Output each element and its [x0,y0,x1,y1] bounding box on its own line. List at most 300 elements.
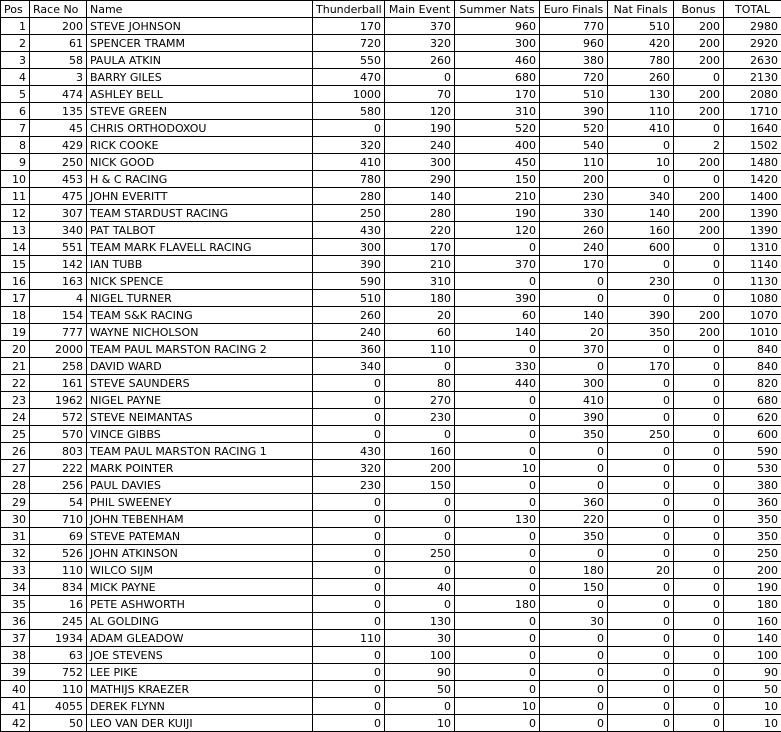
cell-summer-nats: 0 [455,494,540,511]
cell-summer-nats: 170 [455,86,540,103]
cell-main-event: 130 [385,613,455,630]
cell-total: 840 [724,341,781,358]
cell-bonus: 0 [674,545,724,562]
cell-thunderball: 0 [313,596,385,613]
cell-thunderball: 780 [313,171,385,188]
table-row [1,494,781,511]
cell-thunderball: 0 [313,494,385,511]
cell-main-event: 310 [385,273,455,290]
cell-thunderball: 430 [313,443,385,460]
cell-race-no: 54 [30,494,87,511]
cell-name: TEAM S&K RACING [87,307,313,324]
cell-euro-finals: 0 [540,443,608,460]
cell-thunderball: 590 [313,273,385,290]
cell-euro-finals: 770 [540,18,608,35]
cell-thunderball: 0 [313,120,385,137]
cell-main-event: 0 [385,698,455,715]
cell-race-no: 222 [30,460,87,477]
cell-summer-nats: 130 [455,511,540,528]
cell-nat-finals: 410 [608,120,674,137]
cell-summer-nats: 330 [455,358,540,375]
cell-name: STEVE GREEN [87,103,313,120]
cell-bonus: 0 [674,256,724,273]
cell-main-event: 90 [385,664,455,681]
table-row [1,188,781,205]
cell-name: WILCO SIJM [87,562,313,579]
cell-bonus: 200 [674,154,724,171]
cell-total: 600 [724,426,781,443]
cell-summer-nats: 180 [455,596,540,613]
cell-main-event: 140 [385,188,455,205]
cell-thunderball: 0 [313,511,385,528]
cell-nat-finals: 230 [608,273,674,290]
cell-euro-finals: 330 [540,205,608,222]
cell-thunderball: 470 [313,69,385,86]
cell-name: TEAM PAUL MARSTON RACING 1 [87,443,313,460]
cell-race-no: 710 [30,511,87,528]
cell-pos: 40 [1,681,30,698]
cell-pos: 19 [1,324,30,341]
cell-total: 1070 [724,307,781,324]
table-row [1,647,781,664]
cell-euro-finals: 720 [540,69,608,86]
column-header-nat-finals: Nat Finals [608,1,674,18]
cell-race-no: 4055 [30,698,87,715]
table-row [1,630,781,647]
cell-thunderball: 430 [313,222,385,239]
table-row [1,290,781,307]
cell-name: JOHN EVERITT [87,188,313,205]
cell-euro-finals: 150 [540,579,608,596]
cell-main-event: 50 [385,681,455,698]
cell-main-event: 190 [385,120,455,137]
cell-name: JOE STEVENS [87,647,313,664]
cell-race-no: 69 [30,528,87,545]
cell-thunderball: 300 [313,239,385,256]
cell-thunderball: 0 [313,681,385,698]
cell-nat-finals: 260 [608,69,674,86]
cell-race-no: 63 [30,647,87,664]
cell-nat-finals: 0 [608,681,674,698]
cell-main-event: 270 [385,392,455,409]
cell-total: 530 [724,460,781,477]
table-row [1,103,781,120]
cell-nat-finals: 0 [608,613,674,630]
cell-name: PAUL DAVIES [87,477,313,494]
cell-thunderball: 0 [313,375,385,392]
cell-pos: 14 [1,239,30,256]
cell-race-no: 200 [30,18,87,35]
cell-bonus: 0 [674,477,724,494]
cell-bonus: 0 [674,494,724,511]
cell-summer-nats: 0 [455,647,540,664]
cell-pos: 7 [1,120,30,137]
cell-pos: 26 [1,443,30,460]
cell-total: 10 [724,698,781,715]
cell-nat-finals: 0 [608,664,674,681]
cell-summer-nats: 150 [455,171,540,188]
cell-euro-finals: 30 [540,613,608,630]
cell-summer-nats: 0 [455,273,540,290]
cell-race-no: 752 [30,664,87,681]
cell-race-no: 110 [30,681,87,698]
cell-race-no: 526 [30,545,87,562]
cell-summer-nats: 60 [455,307,540,324]
cell-nat-finals: 0 [608,545,674,562]
cell-nat-finals: 250 [608,426,674,443]
cell-euro-finals: 230 [540,188,608,205]
table-row [1,562,781,579]
cell-thunderball: 0 [313,528,385,545]
cell-nat-finals: 160 [608,222,674,239]
cell-thunderball: 550 [313,52,385,69]
cell-pos: 17 [1,290,30,307]
table-row [1,511,781,528]
cell-name: ADAM GLEADOW [87,630,313,647]
cell-name: STEVE SAUNDERS [87,375,313,392]
cell-nat-finals: 0 [608,511,674,528]
cell-pos: 16 [1,273,30,290]
cell-summer-nats: 140 [455,324,540,341]
cell-pos: 11 [1,188,30,205]
table-row [1,256,781,273]
cell-total: 100 [724,647,781,664]
cell-summer-nats: 10 [455,460,540,477]
cell-main-event: 30 [385,630,455,647]
cell-main-event: 240 [385,137,455,154]
cell-thunderball: 390 [313,256,385,273]
cell-total: 50 [724,681,781,698]
cell-main-event: 0 [385,528,455,545]
cell-nat-finals: 0 [608,698,674,715]
cell-bonus: 200 [674,35,724,52]
cell-race-no: 475 [30,188,87,205]
table-row [1,528,781,545]
table-row [1,392,781,409]
cell-thunderball: 0 [313,715,385,732]
cell-main-event: 370 [385,18,455,35]
column-header-name: Name [87,1,313,18]
cell-summer-nats: 390 [455,290,540,307]
cell-euro-finals: 350 [540,528,608,545]
cell-summer-nats: 0 [455,409,540,426]
cell-thunderball: 410 [313,154,385,171]
cell-bonus: 0 [674,239,724,256]
cell-pos: 42 [1,715,30,732]
cell-total: 1310 [724,239,781,256]
cell-summer-nats: 440 [455,375,540,392]
cell-nat-finals: 780 [608,52,674,69]
cell-total: 620 [724,409,781,426]
cell-pos: 27 [1,460,30,477]
cell-race-no: 551 [30,239,87,256]
cell-main-event: 180 [385,290,455,307]
column-header-total: TOTAL [724,1,781,18]
cell-main-event: 200 [385,460,455,477]
cell-pos: 3 [1,52,30,69]
cell-race-no: 429 [30,137,87,154]
cell-bonus: 200 [674,307,724,324]
cell-pos: 13 [1,222,30,239]
cell-bonus: 200 [674,188,724,205]
cell-bonus: 0 [674,630,724,647]
cell-summer-nats: 960 [455,18,540,35]
cell-name: STEVE PATEMAN [87,528,313,545]
cell-main-event: 320 [385,35,455,52]
cell-main-event: 0 [385,562,455,579]
cell-name: TEAM MARK FLAVELL RACING [87,239,313,256]
cell-total: 250 [724,545,781,562]
cell-pos: 25 [1,426,30,443]
cell-race-no: 135 [30,103,87,120]
cell-euro-finals: 0 [540,681,608,698]
cell-main-event: 0 [385,494,455,511]
cell-summer-nats: 0 [455,664,540,681]
cell-race-no: 570 [30,426,87,443]
cell-race-no: 307 [30,205,87,222]
cell-thunderball: 0 [313,392,385,409]
cell-euro-finals: 200 [540,171,608,188]
cell-main-event: 0 [385,358,455,375]
cell-pos: 36 [1,613,30,630]
cell-race-no: 50 [30,715,87,732]
cell-euro-finals: 390 [540,409,608,426]
cell-name: ASHLEY BELL [87,86,313,103]
table-row [1,137,781,154]
cell-summer-nats: 0 [455,681,540,698]
cell-thunderball: 0 [313,613,385,630]
cell-total: 2920 [724,35,781,52]
cell-nat-finals: 0 [608,409,674,426]
cell-name: PAT TALBOT [87,222,313,239]
cell-nat-finals: 0 [608,494,674,511]
cell-euro-finals: 350 [540,426,608,443]
cell-thunderball: 0 [313,579,385,596]
cell-bonus: 0 [674,69,724,86]
cell-name: MICK PAYNE [87,579,313,596]
cell-nat-finals: 0 [608,715,674,732]
cell-summer-nats: 120 [455,222,540,239]
cell-euro-finals: 170 [540,256,608,273]
cell-summer-nats: 0 [455,579,540,596]
cell-total: 840 [724,358,781,375]
cell-race-no: 803 [30,443,87,460]
cell-bonus: 0 [674,443,724,460]
table-row [1,324,781,341]
cell-pos: 20 [1,341,30,358]
cell-pos: 10 [1,171,30,188]
cell-nat-finals: 0 [608,171,674,188]
cell-summer-nats: 0 [455,426,540,443]
cell-name: BARRY GILES [87,69,313,86]
cell-race-no: 16 [30,596,87,613]
cell-thunderball: 360 [313,341,385,358]
cell-nat-finals: 0 [608,630,674,647]
cell-euro-finals: 0 [540,358,608,375]
cell-euro-finals: 180 [540,562,608,579]
cell-thunderball: 0 [313,562,385,579]
cell-bonus: 200 [674,18,724,35]
cell-total: 1390 [724,222,781,239]
cell-nat-finals: 0 [608,375,674,392]
cell-thunderball: 0 [313,426,385,443]
table-row [1,341,781,358]
cell-name: NIGEL PAYNE [87,392,313,409]
cell-bonus: 0 [674,715,724,732]
cell-race-no: 834 [30,579,87,596]
cell-summer-nats: 310 [455,103,540,120]
cell-main-event: 0 [385,596,455,613]
cell-total: 1140 [724,256,781,273]
column-header-thunderball: Thunderball [313,1,385,18]
cell-race-no: 4 [30,290,87,307]
cell-summer-nats: 0 [455,239,540,256]
cell-pos: 21 [1,358,30,375]
cell-pos: 12 [1,205,30,222]
cell-summer-nats: 680 [455,69,540,86]
cell-main-event: 120 [385,103,455,120]
cell-pos: 5 [1,86,30,103]
column-header-bonus: Bonus [674,1,724,18]
cell-name: SPENCER TRAMM [87,35,313,52]
cell-race-no: 258 [30,358,87,375]
cell-pos: 38 [1,647,30,664]
cell-race-no: 163 [30,273,87,290]
table-row [1,120,781,137]
cell-pos: 9 [1,154,30,171]
cell-total: 140 [724,630,781,647]
cell-euro-finals: 0 [540,647,608,664]
cell-thunderball: 580 [313,103,385,120]
cell-nat-finals: 0 [608,596,674,613]
cell-euro-finals: 0 [540,545,608,562]
column-header-euro-finals: Euro Finals [540,1,608,18]
cell-summer-nats: 0 [455,341,540,358]
cell-euro-finals: 540 [540,137,608,154]
table-row [1,358,781,375]
cell-euro-finals: 110 [540,154,608,171]
cell-thunderball: 0 [313,664,385,681]
cell-name: CHRIS ORTHODOXOU [87,120,313,137]
cell-total: 2630 [724,52,781,69]
cell-bonus: 0 [674,171,724,188]
cell-euro-finals: 380 [540,52,608,69]
cell-total: 1010 [724,324,781,341]
column-header-main-event: Main Event [385,1,455,18]
cell-race-no: 256 [30,477,87,494]
cell-euro-finals: 0 [540,596,608,613]
cell-race-no: 154 [30,307,87,324]
column-header-race-no: Race No [30,1,87,18]
cell-thunderball: 250 [313,205,385,222]
cell-pos: 28 [1,477,30,494]
table-row [1,681,781,698]
table-row [1,239,781,256]
cell-bonus: 0 [674,460,724,477]
table-row [1,596,781,613]
cell-main-event: 280 [385,205,455,222]
cell-main-event: 260 [385,52,455,69]
cell-main-event: 100 [385,647,455,664]
cell-nat-finals: 350 [608,324,674,341]
cell-bonus: 0 [674,375,724,392]
cell-summer-nats: 520 [455,120,540,137]
table-row [1,171,781,188]
cell-pos: 31 [1,528,30,545]
table-row [1,86,781,103]
cell-summer-nats: 0 [455,545,540,562]
cell-nat-finals: 420 [608,35,674,52]
cell-pos: 29 [1,494,30,511]
table-row [1,273,781,290]
cell-total: 190 [724,579,781,596]
cell-thunderball: 320 [313,460,385,477]
cell-main-event: 110 [385,341,455,358]
cell-nat-finals: 0 [608,290,674,307]
cell-total: 1080 [724,290,781,307]
cell-pos: 34 [1,579,30,596]
cell-race-no: 1934 [30,630,87,647]
cell-total: 1710 [724,103,781,120]
cell-bonus: 0 [674,664,724,681]
cell-pos: 32 [1,545,30,562]
cell-euro-finals: 20 [540,324,608,341]
cell-main-event: 170 [385,239,455,256]
cell-pos: 18 [1,307,30,324]
cell-total: 160 [724,613,781,630]
cell-name: H & C RACING [87,171,313,188]
cell-name: NIGEL TURNER [87,290,313,307]
cell-nat-finals: 0 [608,392,674,409]
cell-nat-finals: 110 [608,103,674,120]
cell-name: PAULA ATKIN [87,52,313,69]
cell-name: PETE ASHWORTH [87,596,313,613]
cell-pos: 35 [1,596,30,613]
cell-euro-finals: 390 [540,103,608,120]
cell-nat-finals: 0 [608,460,674,477]
cell-name: WAYNE NICHOLSON [87,324,313,341]
table-row [1,69,781,86]
cell-bonus: 0 [674,562,724,579]
cell-race-no: 474 [30,86,87,103]
table-row [1,307,781,324]
cell-euro-finals: 0 [540,477,608,494]
cell-thunderball: 260 [313,307,385,324]
cell-race-no: 250 [30,154,87,171]
table-row [1,205,781,222]
cell-euro-finals: 260 [540,222,608,239]
cell-bonus: 0 [674,290,724,307]
cell-bonus: 0 [674,511,724,528]
cell-nat-finals: 0 [608,579,674,596]
cell-main-event: 0 [385,426,455,443]
cell-pos: 30 [1,511,30,528]
table-row [1,698,781,715]
cell-euro-finals: 360 [540,494,608,511]
cell-name: MATHIJS KRAEZER [87,681,313,698]
cell-thunderball: 320 [313,137,385,154]
table-row [1,409,781,426]
cell-thunderball: 110 [313,630,385,647]
cell-euro-finals: 0 [540,630,608,647]
cell-race-no: 3 [30,69,87,86]
cell-euro-finals: 0 [540,460,608,477]
cell-name: NICK SPENCE [87,273,313,290]
cell-name: TEAM PAUL MARSTON RACING 2 [87,341,313,358]
cell-euro-finals: 520 [540,120,608,137]
cell-summer-nats: 0 [455,630,540,647]
cell-euro-finals: 240 [540,239,608,256]
